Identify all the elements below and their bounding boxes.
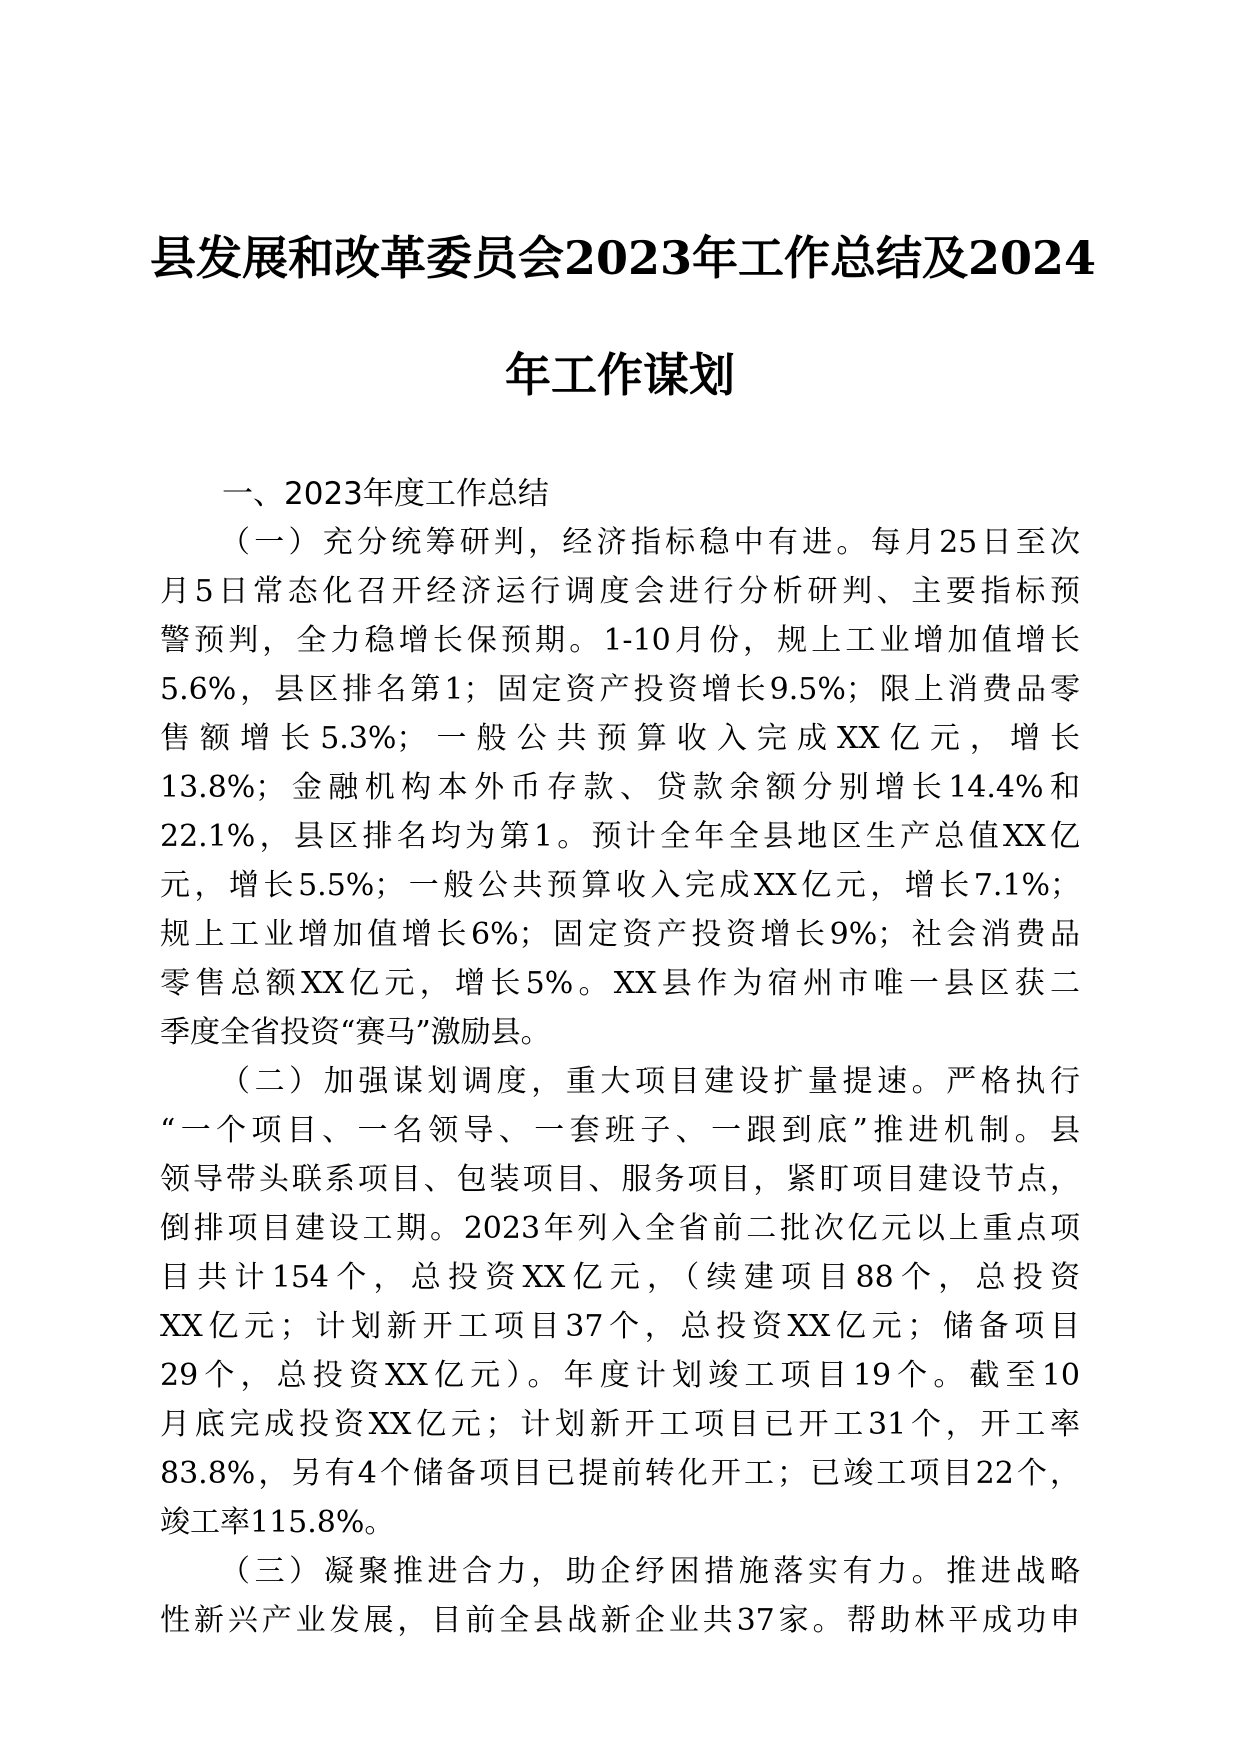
document-title-line-1: 县发展和改革委员会2023年工作总结及2024 <box>150 231 1097 285</box>
paragraph-line: 性新兴产业发展，目前全县战新企业共37家。帮助林平成功申 <box>160 1603 1080 1638</box>
paragraph-line: 季度全省投资“赛马”激励县。 <box>160 1015 551 1050</box>
paragraph-line: 领导带头联系项目、包装项目、服务项目，紧盯项目建设节点， <box>160 1162 1080 1197</box>
paragraph-line: 规上工业增加值增长6%；固定资产投资增长9%；社会消费品 <box>160 917 1080 952</box>
paragraph-line: 29个，总投资XX亿元）。年度计划竣工项目19个。截至10 <box>160 1358 1080 1393</box>
document-body <box>160 470 1080 1645</box>
paragraph-line: XX亿元；计划新开工项目37个，总投资XX亿元；储备项目 <box>160 1309 1080 1344</box>
paragraph-line: 竣工率115.8%。 <box>160 1505 395 1540</box>
paragraph-line: 13.8%；金融机构本外币存款、贷款余额分别增长14.4%和 <box>160 770 1080 805</box>
paragraph-3 <box>160 1547 1080 1645</box>
paragraph-line: “一个项目、一名领导、一套班子、一跟到底”推进机制。县 <box>160 1113 1080 1148</box>
paragraph-line: 售额增长5.3%；一般公共预算收入完成XX亿元，增长 <box>160 721 1080 756</box>
document-title-line-2: 年工作谋划 <box>505 348 735 402</box>
paragraph-line: 83.8%，另有4个储备项目已提前转化开工；已竣工项目22个， <box>160 1456 1080 1491</box>
paragraph-1 <box>160 518 1080 1057</box>
paragraph-line: 零售总额XX亿元，增长5%。XX县作为宿州市唯一县区获二 <box>160 966 1080 1001</box>
paragraph-line: 倒排项目建设工期。2023年列入全省前二批次亿元以上重点项 <box>160 1211 1080 1246</box>
paragraph-2 <box>160 1057 1080 1547</box>
paragraph-line: 警预判，全力稳增长保预期。1-10月份，规上工业增加值增长 <box>160 623 1080 658</box>
paragraph-line: 元，增长5.5%；一般公共预算收入完成XX亿元，增长7.1%； <box>160 868 1080 903</box>
paragraph-line: （二）加强谋划调度，重大项目建设扩量提速。严格执行 <box>220 1064 1080 1099</box>
paragraph-line: 22.1%，县区排名均为第1。预计全年全县地区生产总值XX亿 <box>160 819 1080 854</box>
paragraph-line: 月底完成投资XX亿元；计划新开工项目已开工31个，开工率 <box>160 1407 1080 1442</box>
section-heading: 一、2023年度工作总结 <box>222 476 549 512</box>
paragraph-line: （三）凝聚推进合力，助企纾困措施落实有力。推进战略 <box>220 1554 1080 1589</box>
paragraph-line: 月5日常态化召开经济运行调度会进行分析研判、主要指标预 <box>160 574 1080 609</box>
paragraph-line: （一）充分统筹研判，经济指标稳中有进。每月25日至次 <box>220 525 1080 560</box>
paragraph-line: 5.6%，县区排名第1；固定资产投资增长9.5%；限上消费品零 <box>160 672 1080 707</box>
paragraph-line: 目共计154个，总投资XX亿元，（续建项目88个，总投资 <box>160 1260 1080 1295</box>
